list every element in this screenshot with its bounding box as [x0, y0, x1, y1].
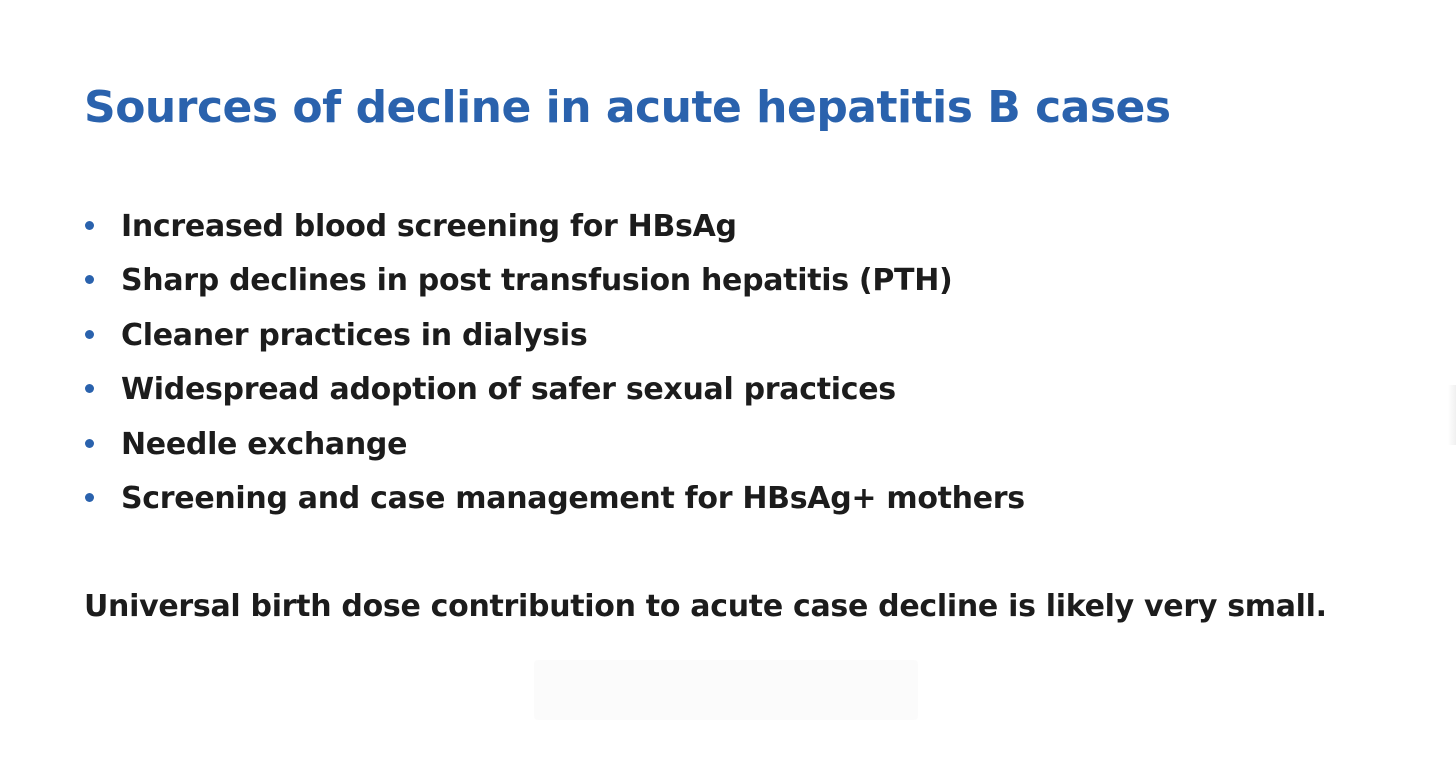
- list-item: [84, 257, 1025, 311]
- bullet-text: Cleaner practices in dialysis: [121, 317, 588, 353]
- edge-shadow: [1448, 385, 1456, 445]
- slide-title: Sources of decline in acute hepatitis B cases: [84, 82, 1171, 133]
- bullet-icon: [85, 275, 94, 284]
- list-item: [84, 366, 1025, 420]
- bullet-icon: [85, 439, 94, 448]
- bullet-icon: [85, 384, 94, 393]
- conclusion-text: Universal birth dose contribution to acute case decline is likely very small.: [84, 589, 1327, 624]
- bullet-text: Needle exchange: [121, 426, 408, 462]
- bullet-text: Increased blood screening for HBsAg: [121, 209, 737, 244]
- bullet-text: Widespread adoption of safer sexual practices: [121, 372, 896, 408]
- bullet-text: Sharp declines in post transfusion hepatitis (PTH): [121, 263, 953, 299]
- list-item: [84, 475, 1025, 529]
- list-item: [84, 312, 1025, 366]
- bullet-icon: [85, 493, 94, 502]
- bullet-text: Screening and case management for HBsAg+ mothers: [121, 480, 1025, 516]
- bullet-icon: [85, 330, 94, 339]
- list-item: [84, 421, 1025, 475]
- bullet-list: [84, 203, 1025, 529]
- list-item: [84, 203, 1025, 257]
- bullet-icon: [85, 221, 94, 230]
- caption-overlay: [534, 660, 918, 720]
